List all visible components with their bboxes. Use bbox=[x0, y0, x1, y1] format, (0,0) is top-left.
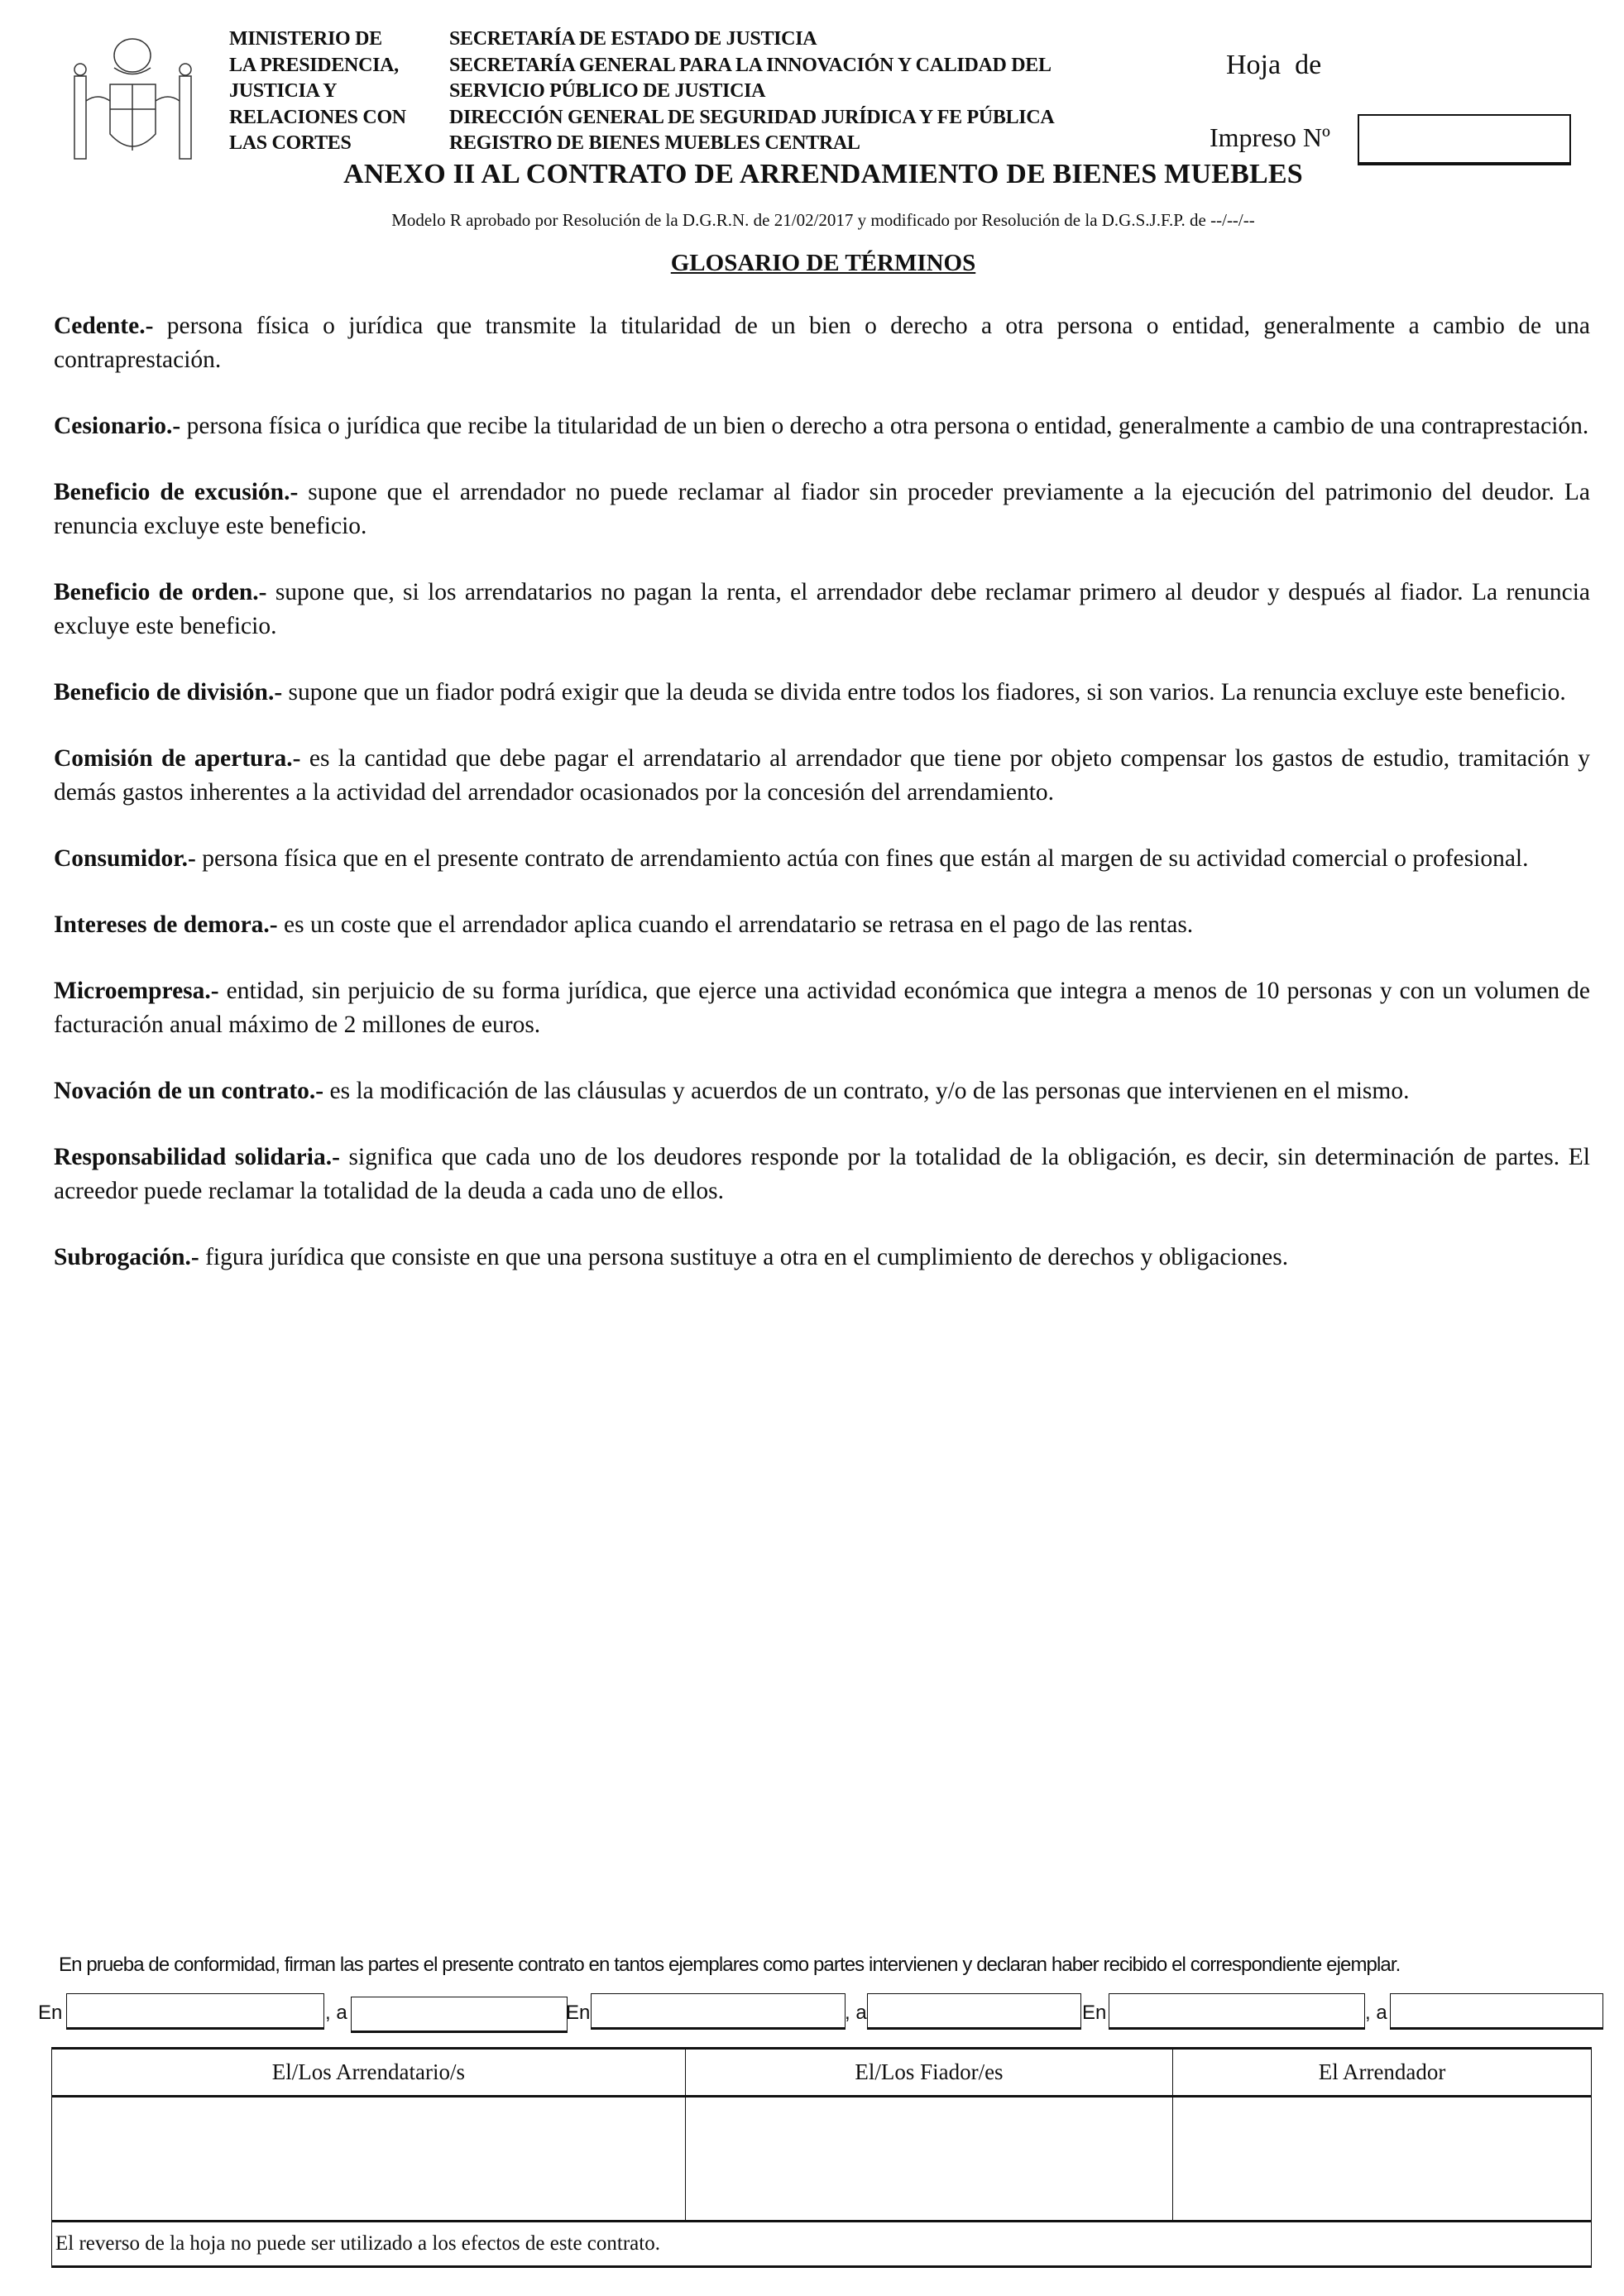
glossary-term: Beneficio de división.- bbox=[54, 679, 283, 706]
glossary-entry bbox=[54, 1241, 1590, 1275]
glossary-entry bbox=[54, 576, 1590, 643]
glossary-definition: supone que el arrendador no puede reclamar al fiador sin proceder previamente a la ejecución del patrimonio del deudor. La renuncia excluye este beneficio. bbox=[54, 479, 1590, 539]
ministry-line: JUSTICIA Y bbox=[229, 80, 338, 102]
glossary-entry bbox=[54, 742, 1590, 810]
date-label: , a bbox=[325, 2002, 347, 2024]
glossary-entry bbox=[54, 842, 1590, 876]
form-number-field[interactable] bbox=[1358, 114, 1571, 165]
glossary-definition: significa que cada uno de los deudores responde por la totalidad de la obligación, es decir, sin determinación de partes. El acreedor puede reclamar la totalidad de la deuda a cada uno de ellos. bbox=[54, 1144, 1590, 1204]
ministry-line: LA PRESIDENCIA, bbox=[229, 54, 399, 76]
place-label: En bbox=[38, 2002, 63, 2024]
glossary-definition: es la cantidad que debe pagar el arrendatario al arrendador que tiene por objeto compensar los gastos de estudio, tramitación y demás gastos inherentes a la actividad del arrendador ocasionados por la concesión del arrendamiento. bbox=[54, 745, 1590, 806]
glossary-entry bbox=[54, 309, 1590, 377]
column-header-lessee: El/Los Arrendatario/s bbox=[52, 2049, 686, 2097]
signature-field-lessee[interactable] bbox=[52, 2097, 686, 2222]
date-field-2[interactable] bbox=[867, 1993, 1081, 2030]
place-field-1[interactable] bbox=[66, 1993, 324, 2030]
signature-field-guarantor[interactable] bbox=[685, 2097, 1172, 2222]
glossary-definition: es un coste que el arrendador aplica cuando el arrendatario se retrasa en el pago de las rentas. bbox=[277, 911, 1194, 938]
glossary-definition: persona física que en el presente contrato de arrendamiento actúa con fines que están al margen de su actividad comercial o profesional. bbox=[195, 845, 1529, 872]
glossary-definition: entidad, sin perjuicio de su forma jurídica, que ejerce una actividad económica que integra a menos de 10 personas y con un volumen de facturación anual máximo de 2 millones de euros. bbox=[54, 978, 1590, 1038]
ministry-line: RELACIONES CON bbox=[229, 106, 406, 128]
glossary-term: Subrogación.- bbox=[54, 1244, 199, 1270]
department-line: SERVICIO PÚBLICO DE JUSTICIA bbox=[449, 80, 766, 102]
section-title: GLOSARIO DE TÉRMINOS bbox=[670, 250, 976, 276]
glossary-definition: es la modificación de las cláusulas y acuerdos de un contrato, y/o de las personas que intervienen en el mismo. bbox=[323, 1078, 1410, 1104]
date-label: , a bbox=[845, 2002, 867, 2024]
department-line: SECRETARÍA GENERAL PARA LA INNOVACIÓN Y CALIDAD DEL bbox=[449, 54, 1052, 76]
glossary-term: Intereses de demora.- bbox=[54, 911, 278, 938]
signature-table bbox=[51, 2047, 1592, 2268]
department-names bbox=[449, 26, 1054, 157]
glossary-term: Consumidor.- bbox=[54, 845, 196, 872]
glossary-term: Novación de un contrato.- bbox=[54, 1078, 324, 1104]
department-line: DIRECCIÓN GENERAL DE SEGURIDAD JURÍDICA Y FE PÚBLICA bbox=[449, 106, 1055, 128]
glossary-entry bbox=[54, 1141, 1590, 1208]
ministry-line: MINISTERIO DE bbox=[229, 28, 382, 50]
ministry-line: LAS CORTES bbox=[229, 132, 352, 154]
place-field-2[interactable] bbox=[591, 1993, 846, 2030]
glossary-term: Beneficio de orden.- bbox=[54, 579, 267, 605]
glossary-term: Microempresa.- bbox=[54, 978, 219, 1004]
glossary-definition: persona física o jurídica que transmite la titularidad de un bien o derecho a otra persona o entidad, generalmente a cambio de una contraprestación. bbox=[54, 313, 1590, 373]
glossary-definition: figura jurídica que consiste en que una persona sustituye a otra en el cumplimiento de derechos y obligaciones. bbox=[199, 1244, 1289, 1270]
place-field-3[interactable] bbox=[1109, 1993, 1365, 2030]
glossary-definition: supone que, si los arrendatarios no pagan la renta, el arrendador debe reclamar primero al deudor y después al fiador. La renuncia excluye este beneficio. bbox=[54, 579, 1590, 639]
column-header-guarantor: El/Los Fiador/es bbox=[685, 2049, 1172, 2097]
glossary-list bbox=[54, 309, 1590, 1307]
document-title: ANEXO II AL CONTRATO DE ARRENDAMIENTO DE BIENES MUEBLES bbox=[343, 159, 1303, 189]
conformity-statement: En prueba de conformidad, firman las partes el presente contrato en tantos ejemplares como partes intervienen y declaran haber recibido el correspondiente ejemplar. bbox=[59, 1954, 1401, 1976]
glossary-term: Cesionario.- bbox=[54, 413, 181, 439]
department-line: REGISTRO DE BIENES MUEBLES CENTRAL bbox=[449, 132, 860, 154]
date-label: , a bbox=[1365, 2002, 1387, 2024]
glossary-entry bbox=[54, 409, 1590, 443]
signature-field-lessor[interactable] bbox=[1173, 2097, 1592, 2222]
model-approval-note: Modelo R aprobado por Resolución de la D.G.R.N. de 21/02/2017 y modificado por Resolución de la D.G.S.J.F.P. de --/--/-- bbox=[391, 210, 1255, 230]
glossary-entry bbox=[54, 908, 1590, 942]
glossary-term: Beneficio de excusión.- bbox=[54, 479, 299, 505]
coat-of-arms-logo bbox=[65, 35, 201, 163]
reverse-side-note: El reverso de la hoja no puede ser utilizado a los efectos de este contrato. bbox=[52, 2222, 1592, 2267]
glossary-definition: persona física o jurídica que recibe la titularidad de un bien o derecho a otra persona o entidad, generalmente a cambio de una contraprestación. bbox=[180, 413, 1589, 439]
column-header-lessor: El Arrendador bbox=[1173, 2049, 1592, 2097]
glossary-term: Comisión de apertura.- bbox=[54, 745, 301, 772]
glossary-entry bbox=[54, 676, 1590, 710]
sheet-label: Hoja de bbox=[1226, 50, 1322, 80]
glossary-entry bbox=[54, 974, 1590, 1042]
glossary-term: Responsabilidad solidaria.- bbox=[54, 1144, 340, 1170]
glossary-term: Cedente.- bbox=[54, 313, 154, 339]
ministry-name bbox=[229, 26, 406, 157]
glossary-entry bbox=[54, 1074, 1590, 1108]
form-number-label: Impreso Nº bbox=[1210, 122, 1330, 152]
department-line: SECRETARÍA DE ESTADO DE JUSTICIA bbox=[449, 28, 817, 50]
place-label: En bbox=[566, 2002, 591, 2024]
glossary-definition: supone que un fiador podrá exigir que la deuda se divida entre todos los fiadores, si son varios. La renuncia excluye este beneficio. bbox=[282, 679, 1566, 706]
date-field-3[interactable] bbox=[1390, 1993, 1603, 2030]
date-field-1[interactable] bbox=[351, 1997, 568, 2033]
place-label: En bbox=[1082, 2002, 1107, 2024]
glossary-entry bbox=[54, 476, 1590, 543]
